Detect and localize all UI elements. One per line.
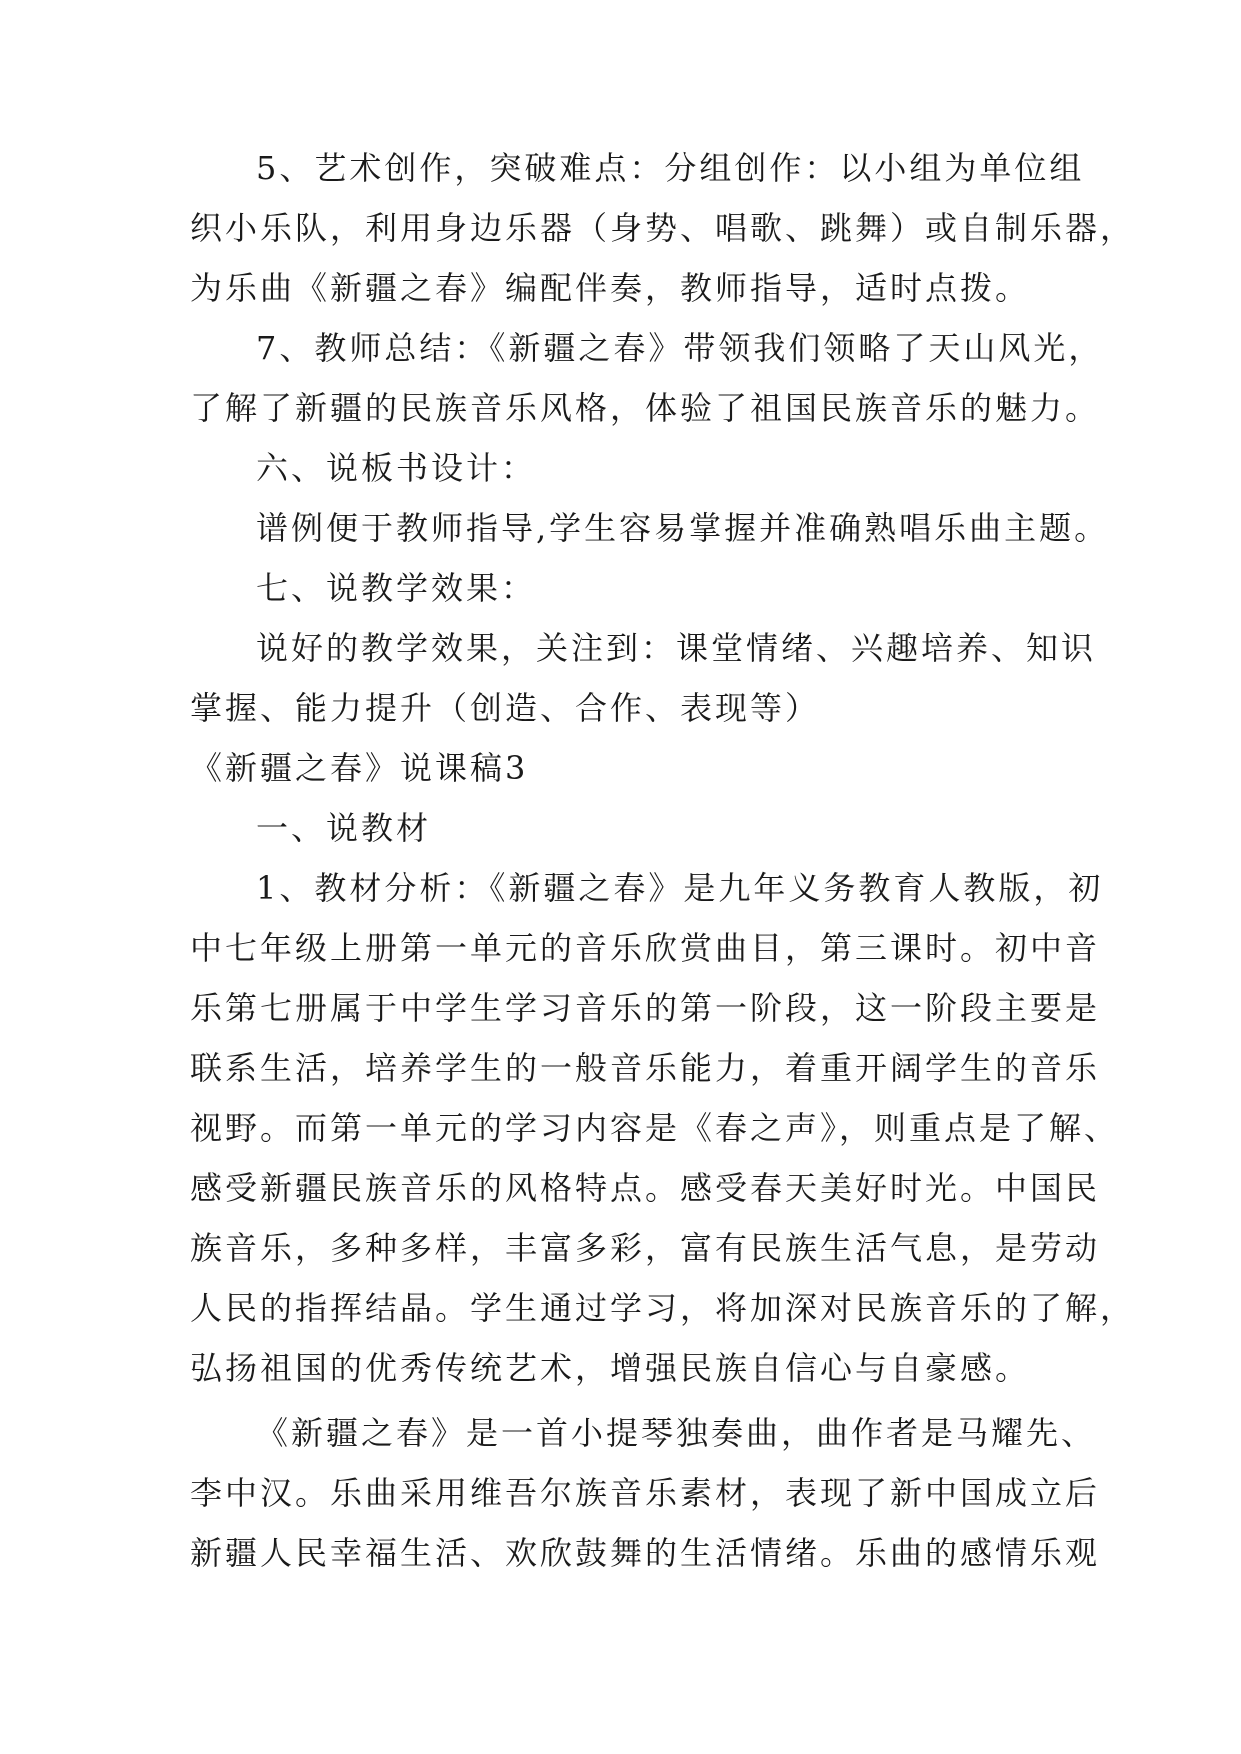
text-line-20: 人民的指挥结晶。学生通过学习，将加深对民族音乐的了解， [190,1289,1136,1327]
text-line-10: 掌握、能力提升（创造、合作、表现等） [190,689,821,727]
text-line-2: 织小乐队，利用身边乐器（身势、唱歌、跳舞）或自制乐器， [190,209,1136,247]
text-line-3: 为乐曲《新疆之春》编配伴奏，教师指导，适时点拨。 [190,269,1031,307]
section-heading-effect: 七、说教学效果： [256,569,537,607]
text-line-4: 7、教师总结：《新疆之春》带领我们领略了天山风光， [256,329,1104,367]
text-line-7: 谱例便于教师指导,学生容易掌握并准确熟唱乐曲主题。 [256,509,1110,547]
section-heading-blackboard: 六、说板书设计： [256,449,537,487]
text-line-23: 李中汉。乐曲采用维吾尔族音乐素材，表现了新中国成立后 [190,1474,1101,1512]
document-title: 《新疆之春》说课稿3 [190,749,529,787]
text-line-9: 说好的教学效果，关注到：课堂情绪、兴趣培养、知识 [256,629,1097,667]
section-heading-material: 一、说教材 [256,809,432,847]
text-line-19: 族音乐，多种多样，丰富多彩，富有民族生活气息，是劳动 [190,1229,1101,1267]
text-line-15: 乐第七册属于中学生学习音乐的第一阶段，这一阶段主要是 [190,989,1101,1027]
text-line-1: 5、艺术创作，突破难点：分组创作：以小组为单位组 [256,149,1085,187]
text-line-17: 视野。而第一单元的学习内容是《春之声》，则重点是了解、 [190,1109,1120,1147]
text-line-24: 新疆人民幸福生活、欢欣鼓舞的生活情绪。乐曲的感情乐观 [190,1534,1101,1572]
text-line-21: 弘扬祖国的优秀传统艺术，增强民族自信心与自豪感。 [190,1349,1031,1387]
text-line-18: 感受新疆民族音乐的风格特点。感受春天美好时光。中国民 [190,1169,1101,1207]
text-line-13: 1、教材分析：《新疆之春》是九年义务教育人教版，初 [256,869,1104,907]
text-line-16: 联系生活，培养学生的一般音乐能力，着重开阔学生的音乐 [190,1049,1101,1087]
text-line-22: 《新疆之春》是一首小提琴独奏曲，曲作者是马耀先、 [256,1414,1097,1452]
text-line-14: 中七年级上册第一单元的音乐欣赏曲目，第三课时。初中音 [190,929,1101,967]
text-line-5: 了解了新疆的民族音乐风格，体验了祖国民族音乐的魅力。 [190,389,1101,427]
